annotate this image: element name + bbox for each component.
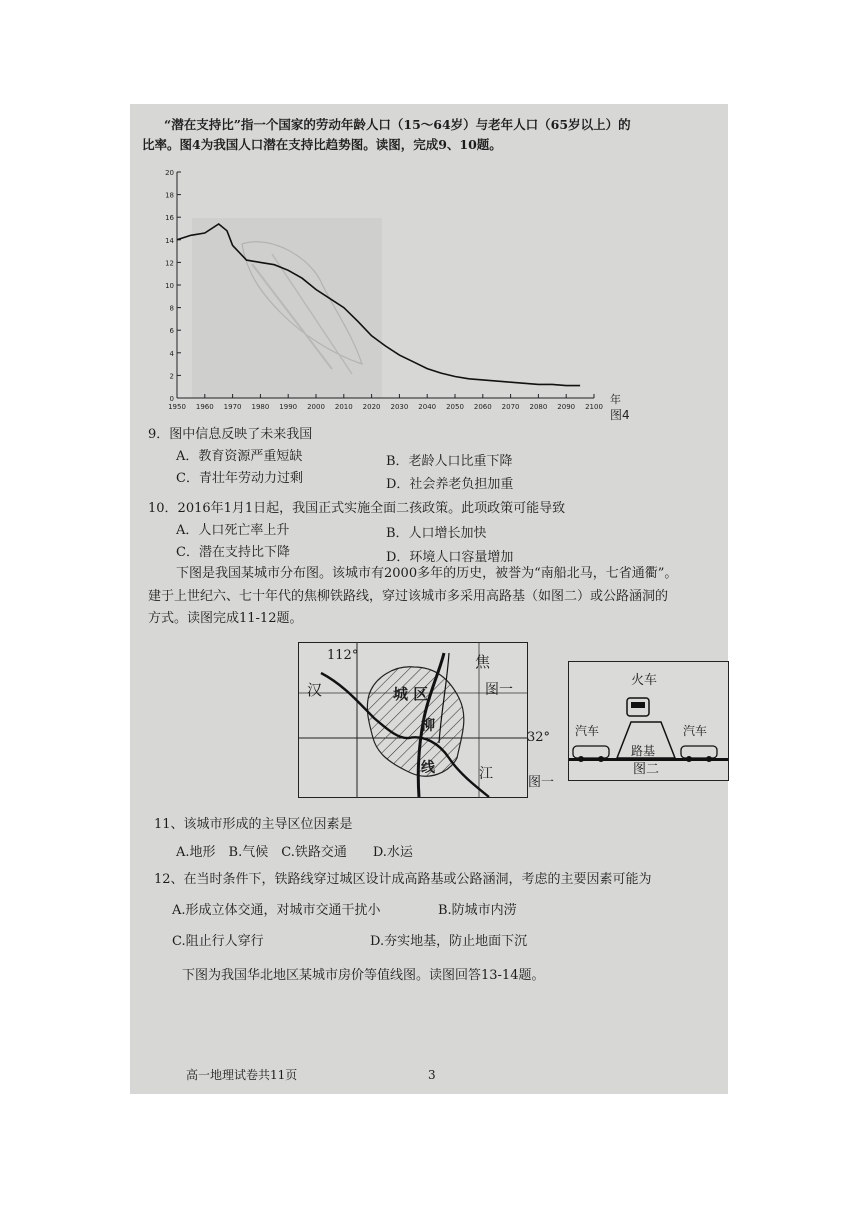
longitude-label: 112° [327,648,359,663]
y-tick-label: 2 [169,372,174,381]
x-tick-label: 2080 [529,403,548,411]
x-tick-label: 1950 [168,403,186,411]
q10-option-d: D．环境人口容量增加 [386,550,514,565]
q9-stem: 9．图中信息反映了未来我国 [148,427,313,442]
x-tick-label: 1980 [251,403,270,411]
figure1-bottom-label: 图一 [528,775,555,790]
y-tick-label: 4 [169,349,174,358]
city-district-label: 城 区 [393,685,429,703]
q9-option-a: A．教育资源严重短缺 [176,449,303,464]
x-tick-label: 2090 [557,403,576,411]
car-left-label: 汽车 [575,724,600,738]
footer-title: 高一地理试卷共11页 [186,1068,298,1082]
q9-option-b: B．老龄人口比重下降 [386,454,513,469]
page-number: 3 [428,1068,436,1082]
roadbed-label: 路基 [631,744,656,758]
figure1-label: 图一 [485,682,513,698]
passage3: 下图为我国华北地区某城市房价等值线图。读图回答13-14题。 [182,968,545,983]
passage2-line-2: 建于上世纪六、七十年代的焦柳铁路线，穿过该城市多采用高路基（如图二）或公路涵洞的 [148,589,669,604]
chart-caption: 图4 [610,408,630,422]
q12-option-c: C.阻止行人穿行 [172,934,264,949]
x-tick-label: 2100 [585,403,603,411]
x-tick-label: 2050 [446,403,464,411]
q9-option-c: C．青壮年劳动力过剩 [176,471,303,486]
y-tick-label: 0 [169,395,174,403]
x-tick-label: 1990 [279,403,298,411]
y-tick-label: 8 [169,304,174,313]
exam-page [130,104,728,1094]
q10-option-c: C．潜在支持比下降 [176,545,290,560]
x-tick-label: 2020 [362,403,381,411]
intro-line-1: “潜在支持比”指一个国家的劳动年龄人口（15～64岁）与老年人口（65岁以上）的 [164,117,631,132]
y-tick-label: 12 [165,259,174,268]
x-tick-label: 2010 [334,403,353,411]
x-tick-label: 1960 [195,403,214,411]
figure2-caption: 图二 [633,762,660,777]
x-tick-label: 2000 [307,403,325,411]
q12-option-a: A.形成立体交通，对城市交通干扰小 [172,903,381,918]
han-label: 汉 [307,681,323,699]
jiang-label: 江 [479,766,493,782]
city-map [298,642,551,798]
x-tick-label: 2060 [473,403,492,411]
q9-option-d: D．社会养老负担加重 [386,477,514,492]
q10-option-b: B．人口增长加快 [386,526,487,541]
y-tick-label: 16 [165,214,174,223]
latitude-label: 32° [527,730,551,745]
passage2-line-1: 下图是我国某城市分布图。该城市有2000多年的历史，被誉为“南船北马，七省通衢”。 [176,566,678,581]
q12-stem: 12、在当时条件下，铁路线穿过城区设计成高路基或公路涵洞，考虑的主要因素可能为 [154,872,652,887]
jiao-label: 焦 [475,653,491,671]
y-tick-label: 20 [165,169,174,177]
car-left-icon [573,746,609,758]
q11-options: A.地形 B.气候 C.铁路交通 D.水运 [176,845,413,860]
x-tick-label: 2030 [390,403,409,411]
roadbed-figure [568,661,729,781]
q12-option-d: D.夯实地基，防止地面下沉 [370,934,528,949]
q12-option-b: B.防城市内涝 [438,903,517,918]
train-label: 火车 [631,673,658,688]
xian-label: 线 [421,760,435,776]
intro-line-2: 比率。图4为我国人口潜在支持比趋势图。读图，完成9、10题。 [142,137,502,152]
q10-option-a: A．人口死亡率上升 [176,523,290,538]
y-tick-label: 18 [165,191,174,200]
x-tick-label: 2040 [418,403,437,411]
x-tick-label: 1970 [223,403,242,411]
passage2-line-3: 方式。读图完成11-12题。 [148,611,303,626]
q11-stem: 11、该城市形成的主导区位因素是 [154,817,353,832]
y-tick-label: 6 [169,327,174,336]
support-ratio-chart [162,164,630,422]
x-tick-label: 2070 [501,403,520,411]
q10-stem: 10．2016年1月1日起，我国正式实施全面二孩政策。此项政策可能导致 [148,501,566,516]
x-axis-unit: 年 [610,393,621,406]
liu-label: 柳 [421,718,435,734]
y-tick-label: 14 [165,236,174,245]
car-right-icon [681,746,717,758]
y-tick-label: 10 [165,282,174,290]
chart-background-map [192,218,382,398]
car-right-label: 汽车 [683,724,708,738]
